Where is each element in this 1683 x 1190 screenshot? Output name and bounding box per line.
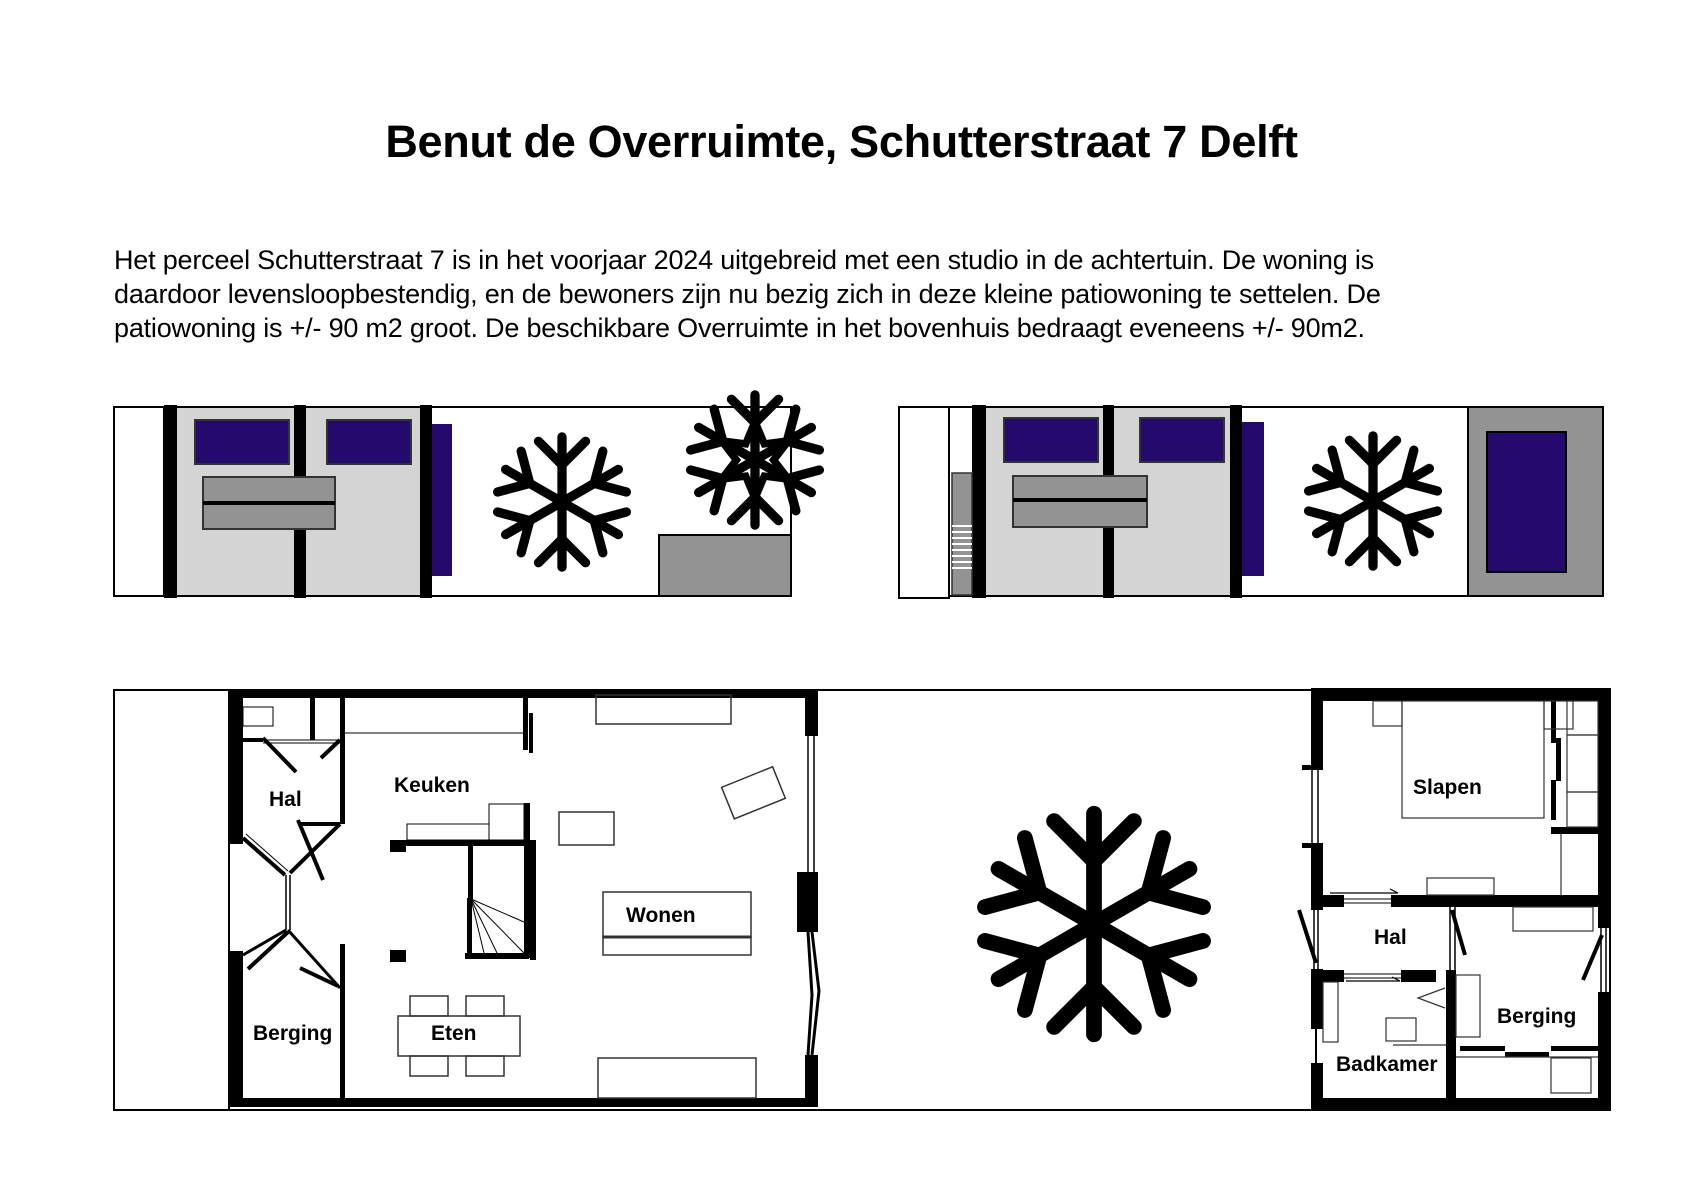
room-label-berging: Berging bbox=[253, 1022, 333, 1045]
room-label-hal: Hal bbox=[269, 788, 302, 811]
shed bbox=[659, 535, 791, 596]
room-label-wonen: Wonen bbox=[626, 904, 696, 927]
roof-window bbox=[195, 420, 289, 464]
room-label-studio-hal: Hal bbox=[1374, 926, 1407, 949]
studio-roof bbox=[1487, 432, 1566, 572]
intro-line: patiowoning is +/- 90 m2 groot. De beschikbare Overruimte in het bovenhuis bedraagt eveneens +/- 90m2. bbox=[114, 313, 1365, 343]
site-plan-before bbox=[114, 395, 823, 598]
room-label-eten: Eten bbox=[431, 1022, 477, 1045]
annex bbox=[1242, 422, 1264, 576]
intro-line: Het perceel Schutterstraat 7 is in het voorjaar 2024 uitgebreid met een studio in de achtertuin. De woning is bbox=[114, 245, 1374, 275]
floor-plan bbox=[114, 688, 1611, 1111]
front-yard bbox=[114, 690, 229, 1110]
wall bbox=[1230, 405, 1242, 598]
room-label-badkamer: Badkamer bbox=[1336, 1053, 1438, 1076]
room-label-keuken: Keuken bbox=[394, 774, 470, 797]
intro-line: daardoor levensloopbestendig, en de bewoners zijn nu bezig zich in deze kleine patiowoning te settelen. De bbox=[114, 279, 1381, 309]
page-title: Benut de Overruimte, Schutterstraat 7 Delft bbox=[385, 116, 1298, 167]
roof-window bbox=[1140, 418, 1224, 462]
plot-outline bbox=[114, 690, 1610, 1110]
roof-window bbox=[327, 420, 411, 464]
wall bbox=[972, 405, 986, 598]
site-plan-after bbox=[899, 405, 1603, 598]
front-strip bbox=[114, 407, 164, 596]
room-label-studio-berging: Berging bbox=[1497, 1005, 1577, 1028]
wall bbox=[420, 405, 432, 598]
staircase bbox=[952, 473, 972, 595]
annex bbox=[432, 424, 452, 576]
front-strip bbox=[899, 407, 949, 598]
roof-window bbox=[1004, 418, 1098, 462]
wall bbox=[164, 405, 177, 598]
room-label-slapen: Slapen bbox=[1413, 776, 1482, 799]
